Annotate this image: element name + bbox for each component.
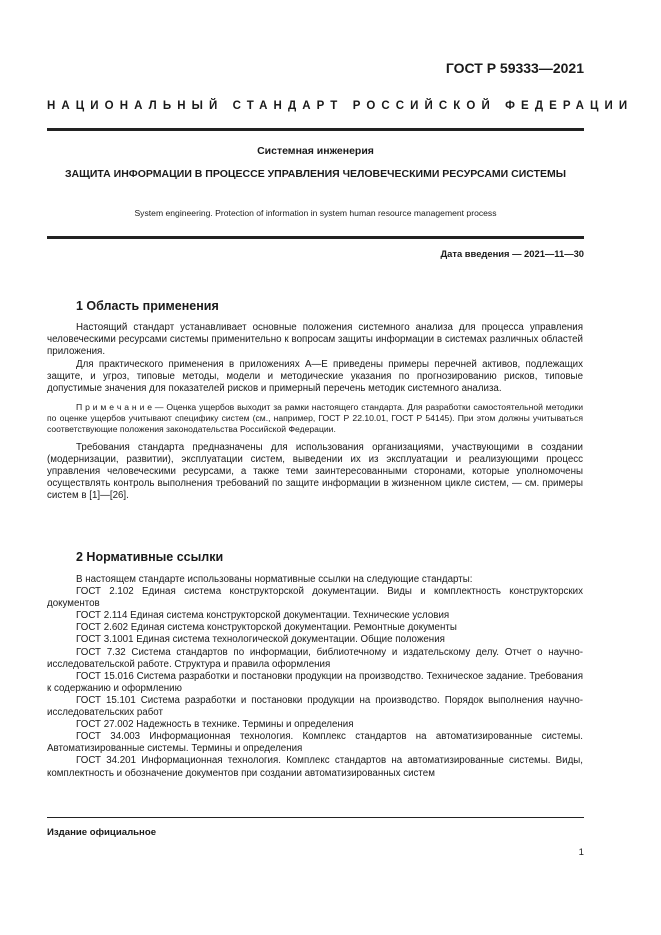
section-2-body <box>47 574 583 780</box>
introduction-date: Дата введения — 2021—11—30 <box>440 248 584 259</box>
document-code: ГОСТ Р 59333—2021 <box>445 60 584 76</box>
note-text: — Оценка ущербов выходит за рамки настоящего стандарта. Для разработки самостоятельной методики по оценке ущербов учитывают специфику систем (см., например, ГОСТ Р 22.10.01, ГОСТ Р 54145). При этом должны учитываться соответствующие положения законодательства Российской Федерации. <box>47 401 583 434</box>
reference-item: ГОСТ 15.101 Система разработки и постановки продукции на производство. Порядок выполнения научно-исследовательских работ <box>47 694 583 719</box>
reference-item: ГОСТ 34.201 Информационная технология. Комплекс стандартов на автоматизированные системы. Виды, комплектность и обозначение документов при создании автоматизированных систем <box>47 755 583 779</box>
document-title: ЗАЩИТА ИНФОРМАЦИИ В ПРОЦЕССЕ УПРАВЛЕНИЯ ЧЕЛОВЕЧЕСКИМИ РЕСУРСАМИ СИСТЕМЫ <box>64 168 567 180</box>
reference-item: ГОСТ 34.003 Информационная технология. Комплекс стандартов на автоматизированные системы. Автоматизированные системы. Термины и определения <box>47 731 583 755</box>
footer-rule <box>47 817 584 818</box>
document-subtitle: Системная инженерия <box>257 145 374 157</box>
note-label: П р и м е ч а н и е <box>76 401 153 412</box>
section-1-body <box>47 322 583 502</box>
reference-item: ГОСТ 27.002 Надежность в технике. Термины и определения <box>76 719 354 731</box>
page-number: 1 <box>578 847 584 858</box>
section-2-intro: В настоящем стандарте использованы нормативные ссылки на следующие стандарты: <box>76 574 473 585</box>
section-1-paragraph: Требования стандарта предназначены для использования организациями, участвующими в создании (модернизации, развитии), эксплуатации систем, выведении их из эксплуатации и реализующими процесс управления человеческими ресурсами, а также теми заинтересованными сторонами, которые уполномочены осуществлять контроль выполнения требований по защите информации в жизненном цикле систем, — см. примеры систем в [1]—[26]. <box>47 441 583 501</box>
official-edition-label: Издание официальное <box>47 827 157 838</box>
section-1-paragraph: Настоящий стандарт устанавливает основные положения системного анализа для процесса управления человеческими ресурсами системы применительно к вопросам защиты информации в системах различных областей приложения. <box>47 322 583 358</box>
reference-item: ГОСТ 7.32 Система стандартов по информации, библиотечному и издательскому делу. Отчет о научно-исследовательской работе. Структура и правила оформления <box>47 646 583 670</box>
section-1-heading: 1 Область применения <box>76 299 219 313</box>
title-bottom-rule <box>47 236 584 239</box>
section-1-note <box>47 402 583 435</box>
reference-item: ГОСТ 2.602 Единая система конструкторской документации. Ремонтные документы <box>76 622 457 634</box>
national-standard-heading: НАЦИОНАЛЬНЫЙ СТАНДАРТ РОССИЙСКОЙ ФЕДЕРАЦИИ <box>47 100 634 112</box>
reference-item: ГОСТ 3.1001 Единая система технологической документации. Общие положения <box>76 634 445 646</box>
reference-item: ГОСТ 2.102 Единая система конструкторской документации. Виды и комплектность конструкторских документов <box>47 586 583 610</box>
english-title: System engineering. Protection of information in system human resource management process <box>134 208 497 218</box>
section-2-heading: 2 Нормативные ссылки <box>76 550 224 564</box>
reference-item: ГОСТ 15.016 Система разработки и постановки продукции на производство. Техническое задание. Требования к содержанию и оформлению <box>47 670 583 694</box>
reference-item: ГОСТ 2.114 Единая система конструкторской документации. Технические условия <box>76 610 450 622</box>
section-1-paragraph: Для практического применения в приложениях А—Е приведены примеры перечней активов, подлежащих защите, и угроз, типовые методы, модели и методические указания по прогнозированию рисков, типовые допустимые значения для показателей рисков и примерный перечень методик системного анализа. <box>47 359 583 395</box>
top-rule <box>47 128 584 131</box>
